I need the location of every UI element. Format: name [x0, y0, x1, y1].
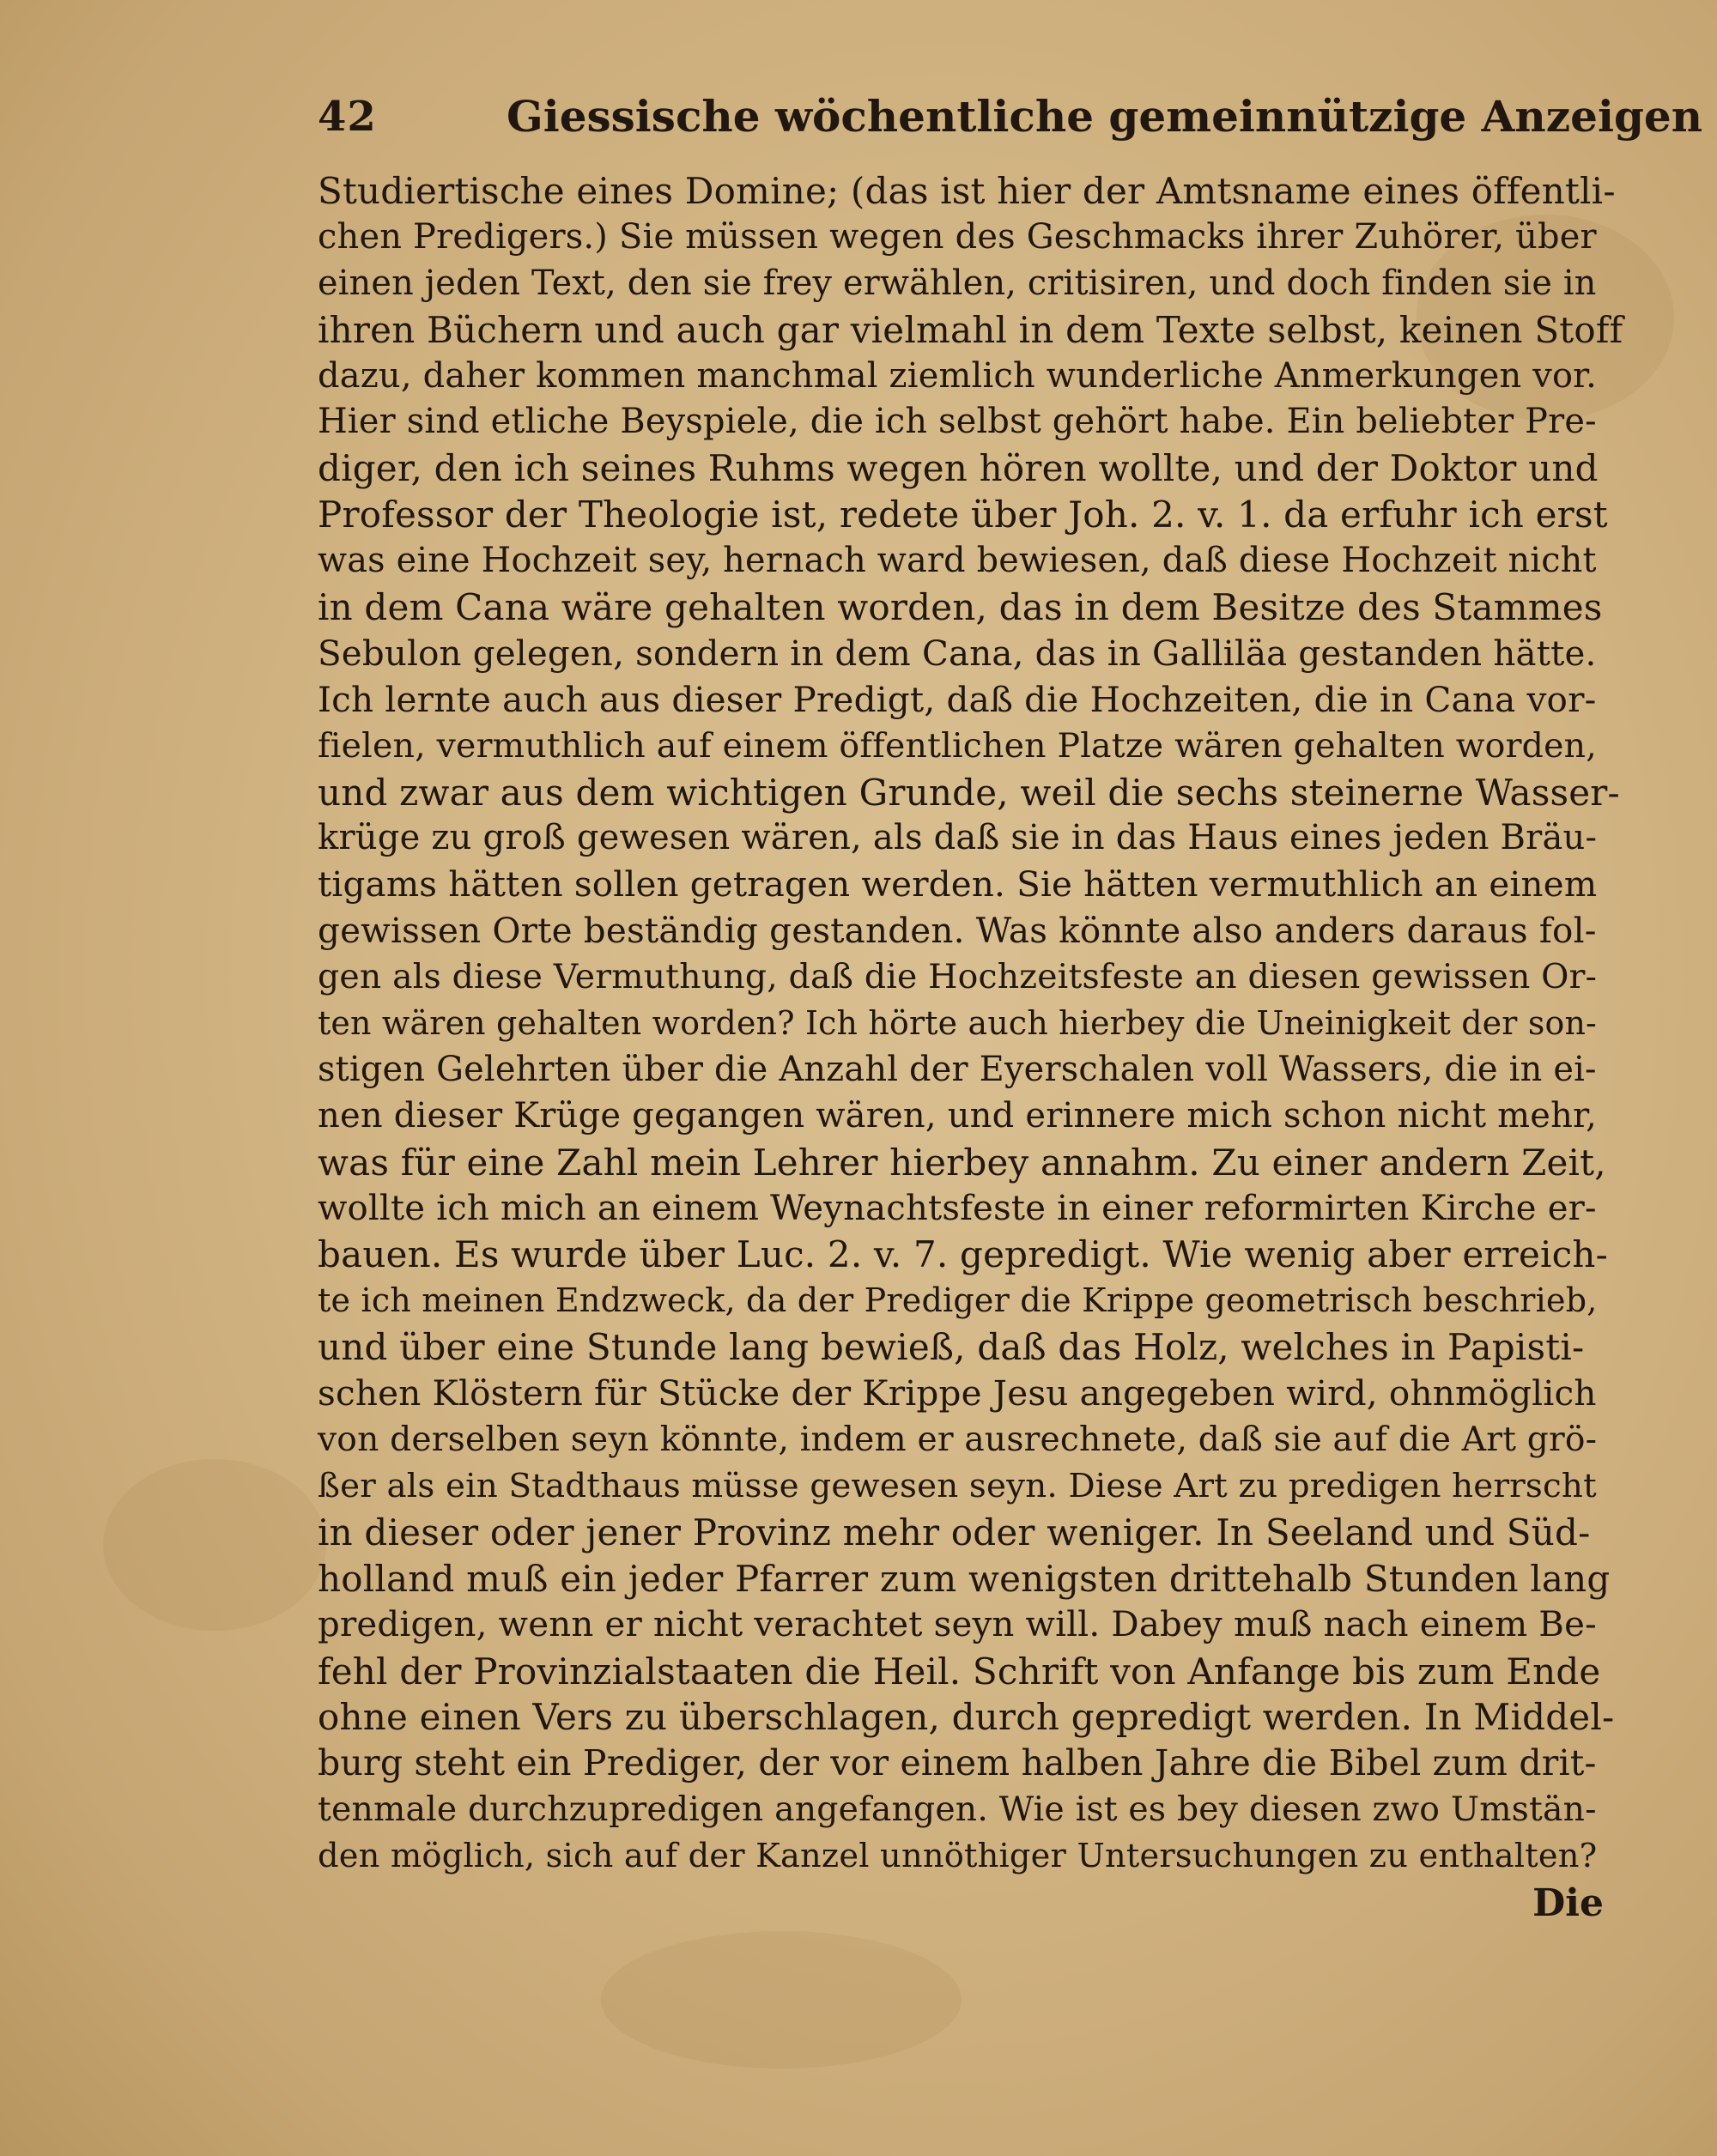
text-line: holland muß ein jeder Pfarrer zum wenigsten drittehalb Stunden lang: [318, 1557, 1611, 1600]
text-line: was eine Hochzeit sey, hernach ward bewiesen, daß diese Hochzeit nicht: [318, 541, 1597, 581]
text-line: und zwar aus dem wichtigen Grunde, weil die sechs steinerne Wasser-: [318, 771, 1620, 814]
text-line: ohne einen Vers zu überschlagen, durch gepredigt werden. In Middel-: [318, 1696, 1615, 1739]
body-text: [318, 168, 1623, 1928]
text-line: gewissen Orte beständig gestanden. Was könnte also anders daraus fol-: [318, 910, 1597, 952]
text-line: fehl der Provinzialstaaten die Heil. Schrift von Anfange bis zum Ende: [318, 1650, 1601, 1693]
text-line: und über eine Stunde lang bewieß, daß das Holz, welches in Papisti-: [318, 1326, 1585, 1369]
text-line: burg steht ein Prediger, der vor einem halben Jahre die Bibel zum drit-: [318, 1742, 1597, 1784]
text-line: Ich lernte auch aus dieser Predigt, daß die Hochzeiten, die in Cana vor-: [318, 678, 1597, 720]
text-line: gen als diese Vermuthung, daß die Hochzeitsfeste an diesen gewissen Or-: [318, 957, 1598, 997]
page-header: [318, 82, 1703, 151]
text-line: von derselben seyn könnte, indem er ausrechnete, daß sie auf die Art grö-: [318, 1420, 1598, 1460]
text-line: wollte ich mich an einem Weynachtsfeste in einer reformirten Kirche er-: [318, 1188, 1597, 1228]
text-line: predigen, wenn er nicht verachtet seyn will. Dabey muß nach einem Be-: [318, 1604, 1597, 1644]
text-line: stigen Gelehrten über die Anzahl der Eyerschalen voll Wassers, die in ei-: [318, 1049, 1597, 1089]
text-line: Studiertische eines Domine; (das ist hier der Amtsname eines öffentli-: [318, 170, 1616, 212]
text-line: ßer als ein Stadthaus müsse gewesen seyn. Diese Art zu predigen herrscht: [318, 1466, 1597, 1505]
page-number: 42: [318, 93, 377, 141]
paper-stain: [601, 1931, 962, 2068]
running-head: Giessische wöchentliche gemeinnützige Anzeigen: [507, 91, 1703, 142]
text-line: Sebulon gelegen, sondern in dem Cana, das in Galliläa gestanden hätte.: [318, 633, 1597, 674]
text-line: ten wären gehalten worden? Ich hörte auch hierbey die Uneinigkeit der son-: [318, 1004, 1598, 1043]
text-line: dazu, daher kommen manchmal ziemlich wunderliche Anmerkungen vor.: [318, 355, 1597, 396]
text-line: den möglich, sich auf der Kanzel unnöthiger Untersuchungen zu enthalten?: [318, 1837, 1598, 1876]
text-line: diger, den ich seines Ruhms wegen hören wollte, und der Doktor und: [318, 447, 1599, 490]
text-line: bauen. Es wurde über Luc. 2. v. 7. gepredigt. Wie wenig aber erreich-: [318, 1233, 1608, 1276]
text-line: in dieser oder jener Provinz mehr oder weniger. In Seeland und Süd-: [318, 1511, 1591, 1553]
text-line: tigams hätten sollen getragen werden. Sie hätten vermuthlich an einem: [318, 864, 1598, 905]
text-line: krüge zu groß gewesen wären, als daß sie in das Haus eines jeden Bräu-: [318, 818, 1598, 858]
text-line: schen Klöstern für Stücke der Krippe Jesu angegeben wird, ohnmöglich: [318, 1372, 1597, 1414]
text-line: ihren Büchern und auch gar vielmahl in dem Texte selbst, keinen Stoff: [318, 308, 1623, 351]
text-line: chen Predigers.) Sie müssen wegen des Geschmacks ihrer Zuhörer, über: [318, 216, 1597, 257]
text-line: einen jeden Text, den sie frey erwählen, critisiren, und doch finden sie in: [318, 263, 1597, 303]
text-line: fielen, vermuthlich auf einem öffentlichen Platze wären gehalten worden,: [318, 725, 1597, 766]
text-line: nen dieser Krüge gegangen wären, und erinnere mich schon nicht mehr,: [318, 1095, 1597, 1136]
text-line: te ich meinen Endzweck, da der Prediger die Krippe geometrisch beschrieb,: [318, 1281, 1598, 1320]
text-line: Professor der Theologie ist, redete über Joh. 2. v. 1. da erfuhr ich erst: [318, 494, 1608, 536]
text-line: in dem Cana wäre gehalten worden, das in dem Besitze des Stammes: [318, 586, 1603, 629]
catchword: Die: [1532, 1880, 1604, 1925]
paper-stain: [103, 1459, 326, 1631]
text-line: was für eine Zahl mein Lehrer hierbey annahm. Zu einer andern Zeit,: [318, 1141, 1606, 1184]
text-line: Hier sind etliche Beyspiele, die ich selbst gehört habe. Ein beliebter Pre-: [318, 402, 1597, 442]
text-line: tenmale durchzupredigen angefangen. Wie ist es bey diesen zwo Umstän-: [318, 1790, 1597, 1830]
